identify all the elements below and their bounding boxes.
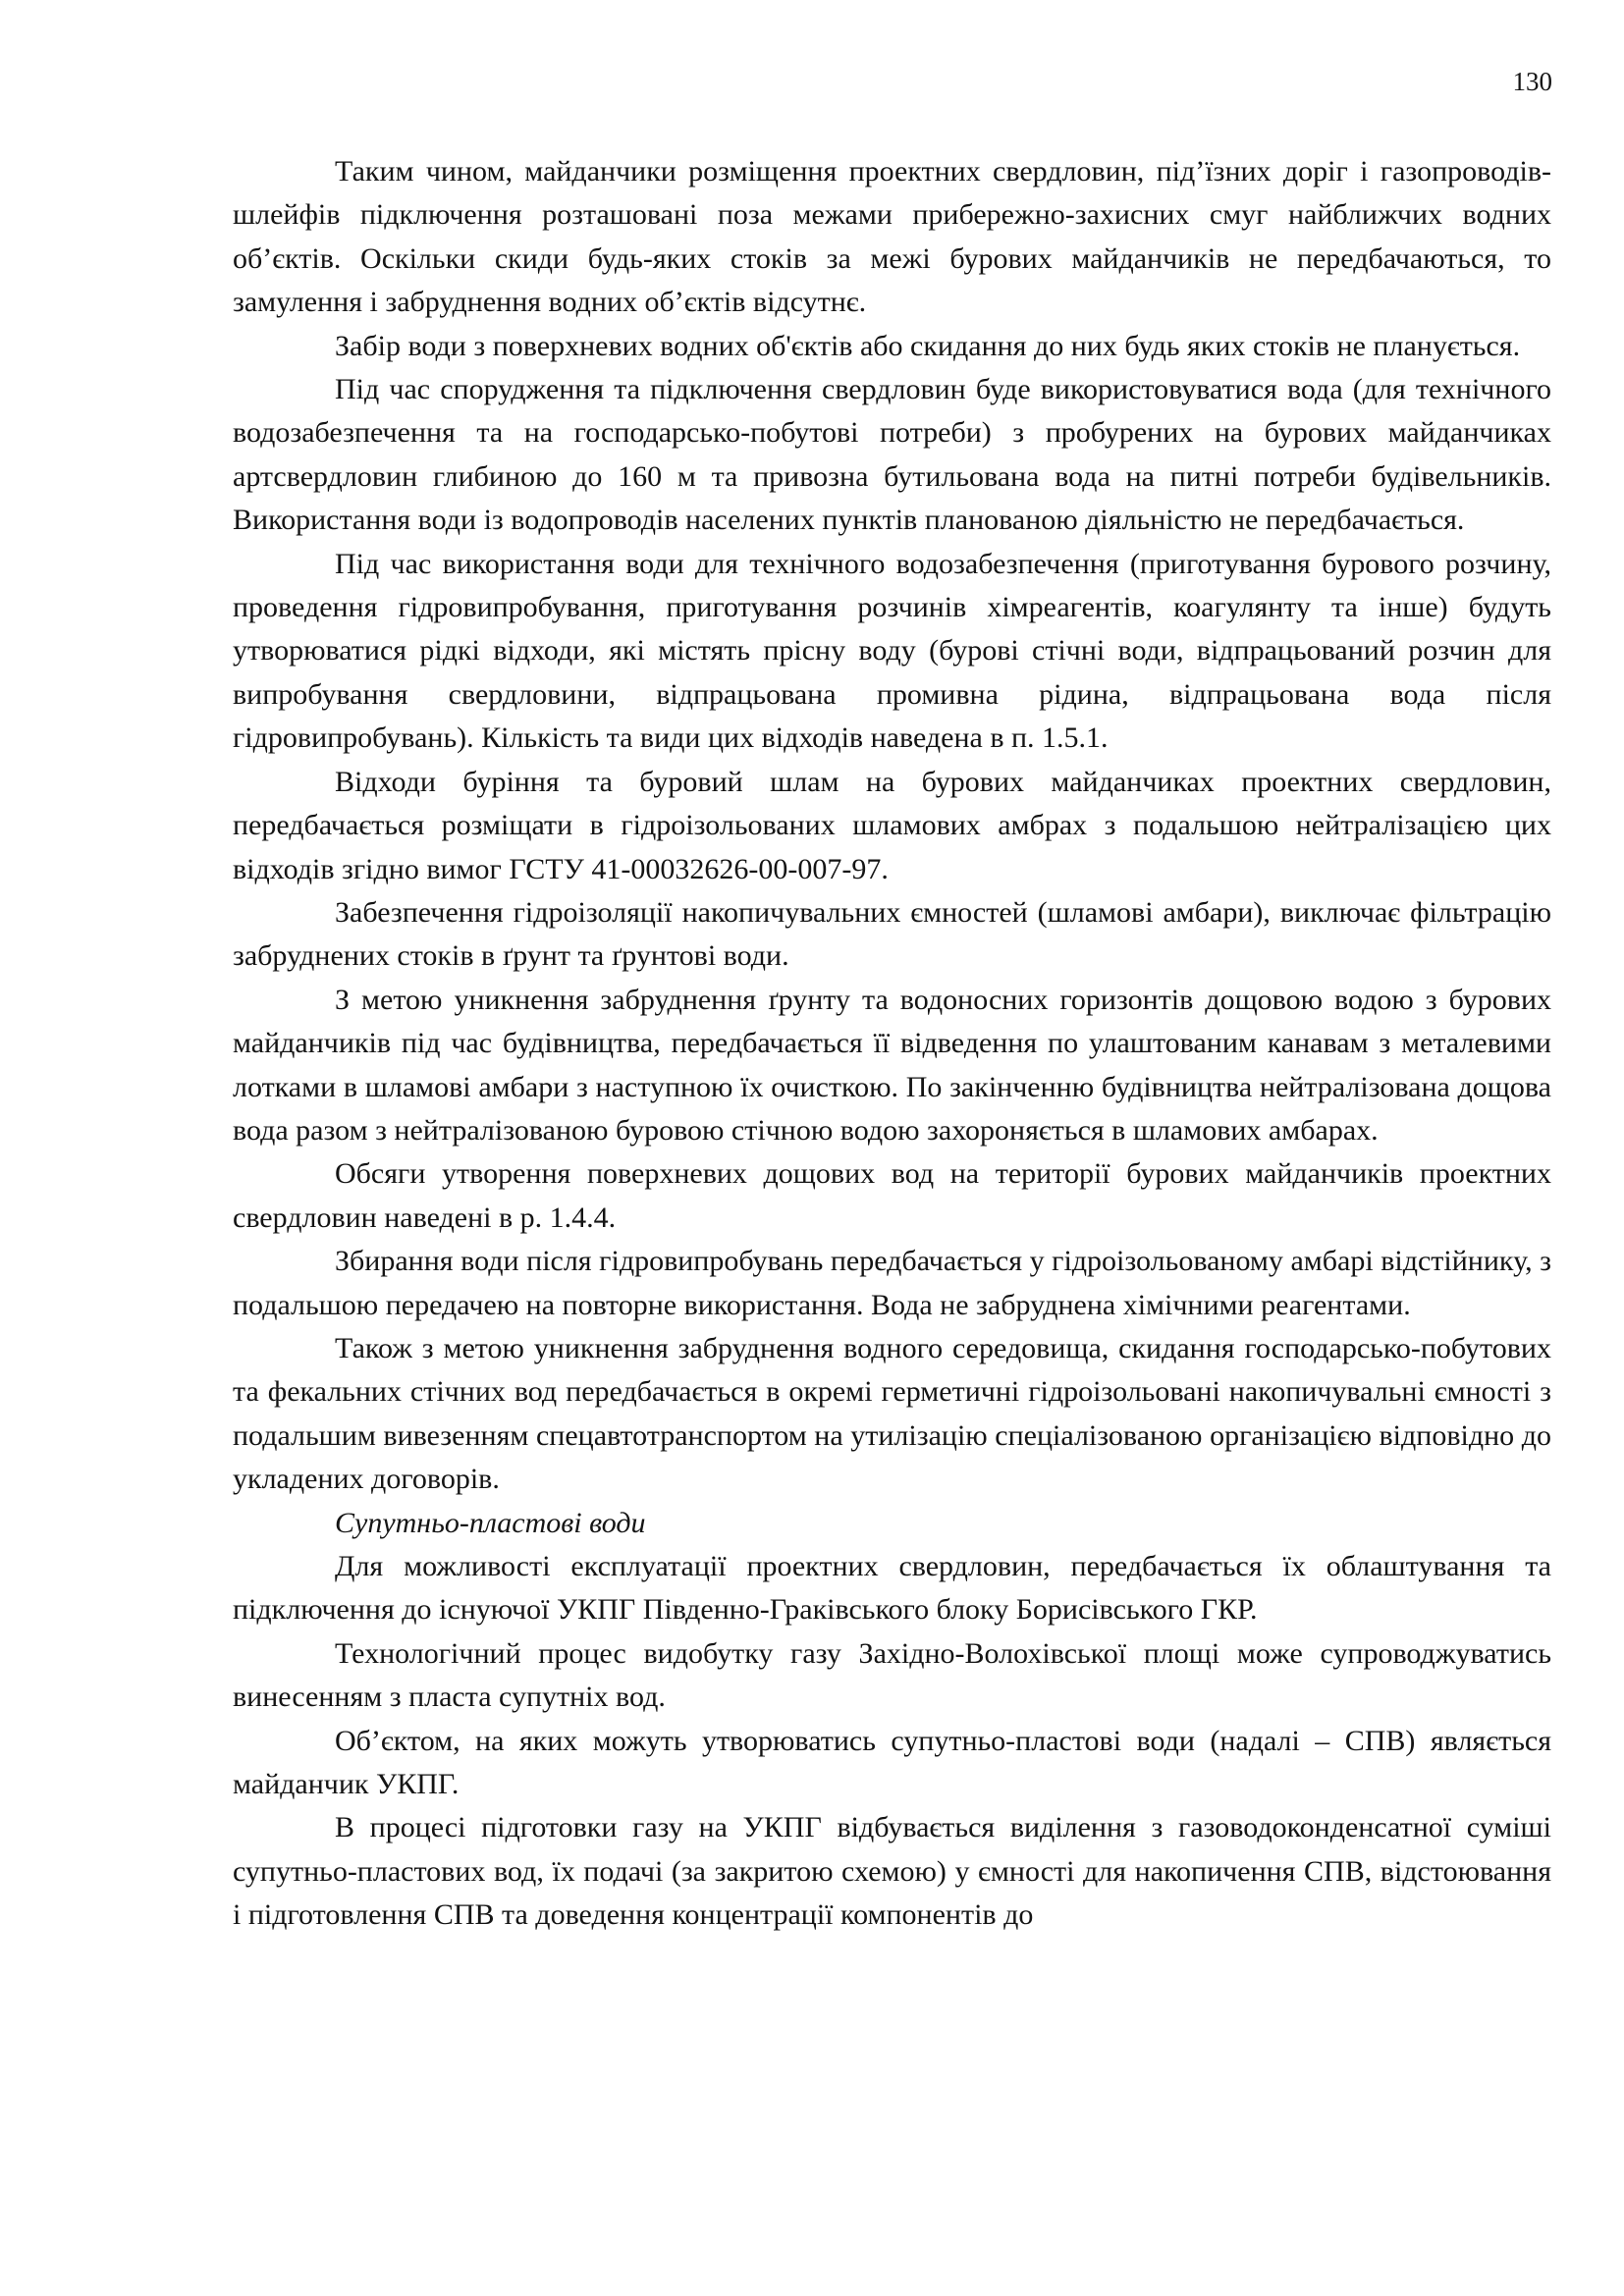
paragraph-rainwater-drainage: З метою уникнення забруднення ґрунту та водоносних горизонтів дощовою водою з бурових майданчиків під час будівництва, передбачається її відведення по улаштованим канавам з металевими лотками в шламові амбари з наступною їх очисткою. По закінченню будівництва нейтралізована дощова вода разом з нейтралізованою буровою стічною водою захороняється в шламових амбарах. <box>233 983 1551 1147</box>
page-number: 130 <box>1512 67 1552 96</box>
section-heading-associated-formation-water: Супутньо-пластові води <box>335 1506 646 1539</box>
paragraph-rainwater-volumes: Обсяги утворення поверхневих дощових вод на території бурових майданчиків проектних свердловин наведені в р. 1.4.4. <box>233 1157 1551 1234</box>
paragraph-water-intake: Забір води з поверхневих водних об'єктів або скидання до них будь яких стоків не планується. <box>335 329 1521 362</box>
paragraph-domestic-wastewater: Також з метою уникнення забруднення водного середовища, скидання господарсько-побутових та фекальних стічних вод передбачається в окремі герметичні гідроізольовані накопичувальні ємності з подальшим вивезенням спецавтотранспортом на утилізацію спеціалізованою організацією відповідно до укладених договорів. <box>233 1331 1551 1496</box>
paragraph-well-connection: Для можливості експлуатації проектних свердловин, передбачається їх облаштування та підключення до існуючої УКПГ Південно-Граківського блоку Борисівського ГКР. <box>233 1550 1551 1627</box>
paragraph-technological-process: Технологічний процес видобутку газу Західно-Волохівської площі може супроводжуватись винесенням з пласта супутніх вод. <box>233 1636 1551 1714</box>
paragraph-gas-preparation: В процесі підготовки газу на УКПГ відбувається виділення з газоводоконденсатної суміші супутньо-пластових вод, їх подачі (за закритою схемою) у ємності для накопичення СПВ, відстоювання і підготовлення СПВ та доведення концентрації компонентів до <box>233 1811 1551 1932</box>
paragraph-waterproofing: Забезпечення гідроізоляції накопичувальних ємностей (шламові амбари), виключає фільтрацію забруднених стоків в ґрунт та ґрунтові води. <box>233 895 1551 973</box>
paragraph-drilling-waste: Відходи буріння та буровий шлам на бурових майданчиках проектних свердловин, передбачається розміщати в гідроізольованих шламових амбрах з подальшою нейтралізацією цих відходів згідно вимог ГСТУ 41-00032626-00-007-97. <box>233 765 1551 885</box>
paragraph-water-usage: Під час спорудження та підключення свердловин буде використовуватися вода (для технічного водозабезпечення та на господарсько-побутові потреби) з пробурених на бурових майданчиках артсвердловин глибиною до 160 м та привозна бутильована вода на питні потреби будівельників. Використання води із водопроводів населених пунктів планованою діяльністю не передбачається. <box>233 373 1551 537</box>
document-body <box>233 150 1551 1938</box>
paragraph-hydrotest-water: Збирання води після гідровипробувань передбачається у гідроізольованому амбарі відстійнику, з подальшою передачею на повторне використання. Вода не забруднена хімічними реагентами. <box>233 1245 1551 1321</box>
paragraph-spv-object: Об’єктом, на яких можуть утворюватись супутньо-пластові води (надалі – СПВ) являється майданчик УКПГ. <box>233 1724 1551 1801</box>
paragraph-liquid-waste: Під час використання води для технічного водозабезпечення (приготування бурового розчину, проведення гідровипробування, приготування розчинів хімреагентів, коагулянту та інше) будуть утворюватися рідкі відходи, які містять прісну воду (бурові стічні води, відпрацьований розчин для випробування свердловини, відпрацьована промивна рідина, відпрацьована вода після гідровипробувань). Кількість та види цих відходів наведена в п. 1.5.1. <box>233 547 1551 755</box>
paragraph-conclusion-water-protection-zones: Таким чином, майданчики розміщення проектних свердловин, під’їзних доріг і газопроводів-шлейфів підключення розташовані поза межами прибережно-захисних смуг найближчих водних об’єктів. Оскільки скиди будь-яких стоків за межі бурових майданчиків не передбачаються, то замулення і забруднення водних об’єктів відсутнє. <box>233 155 1551 319</box>
